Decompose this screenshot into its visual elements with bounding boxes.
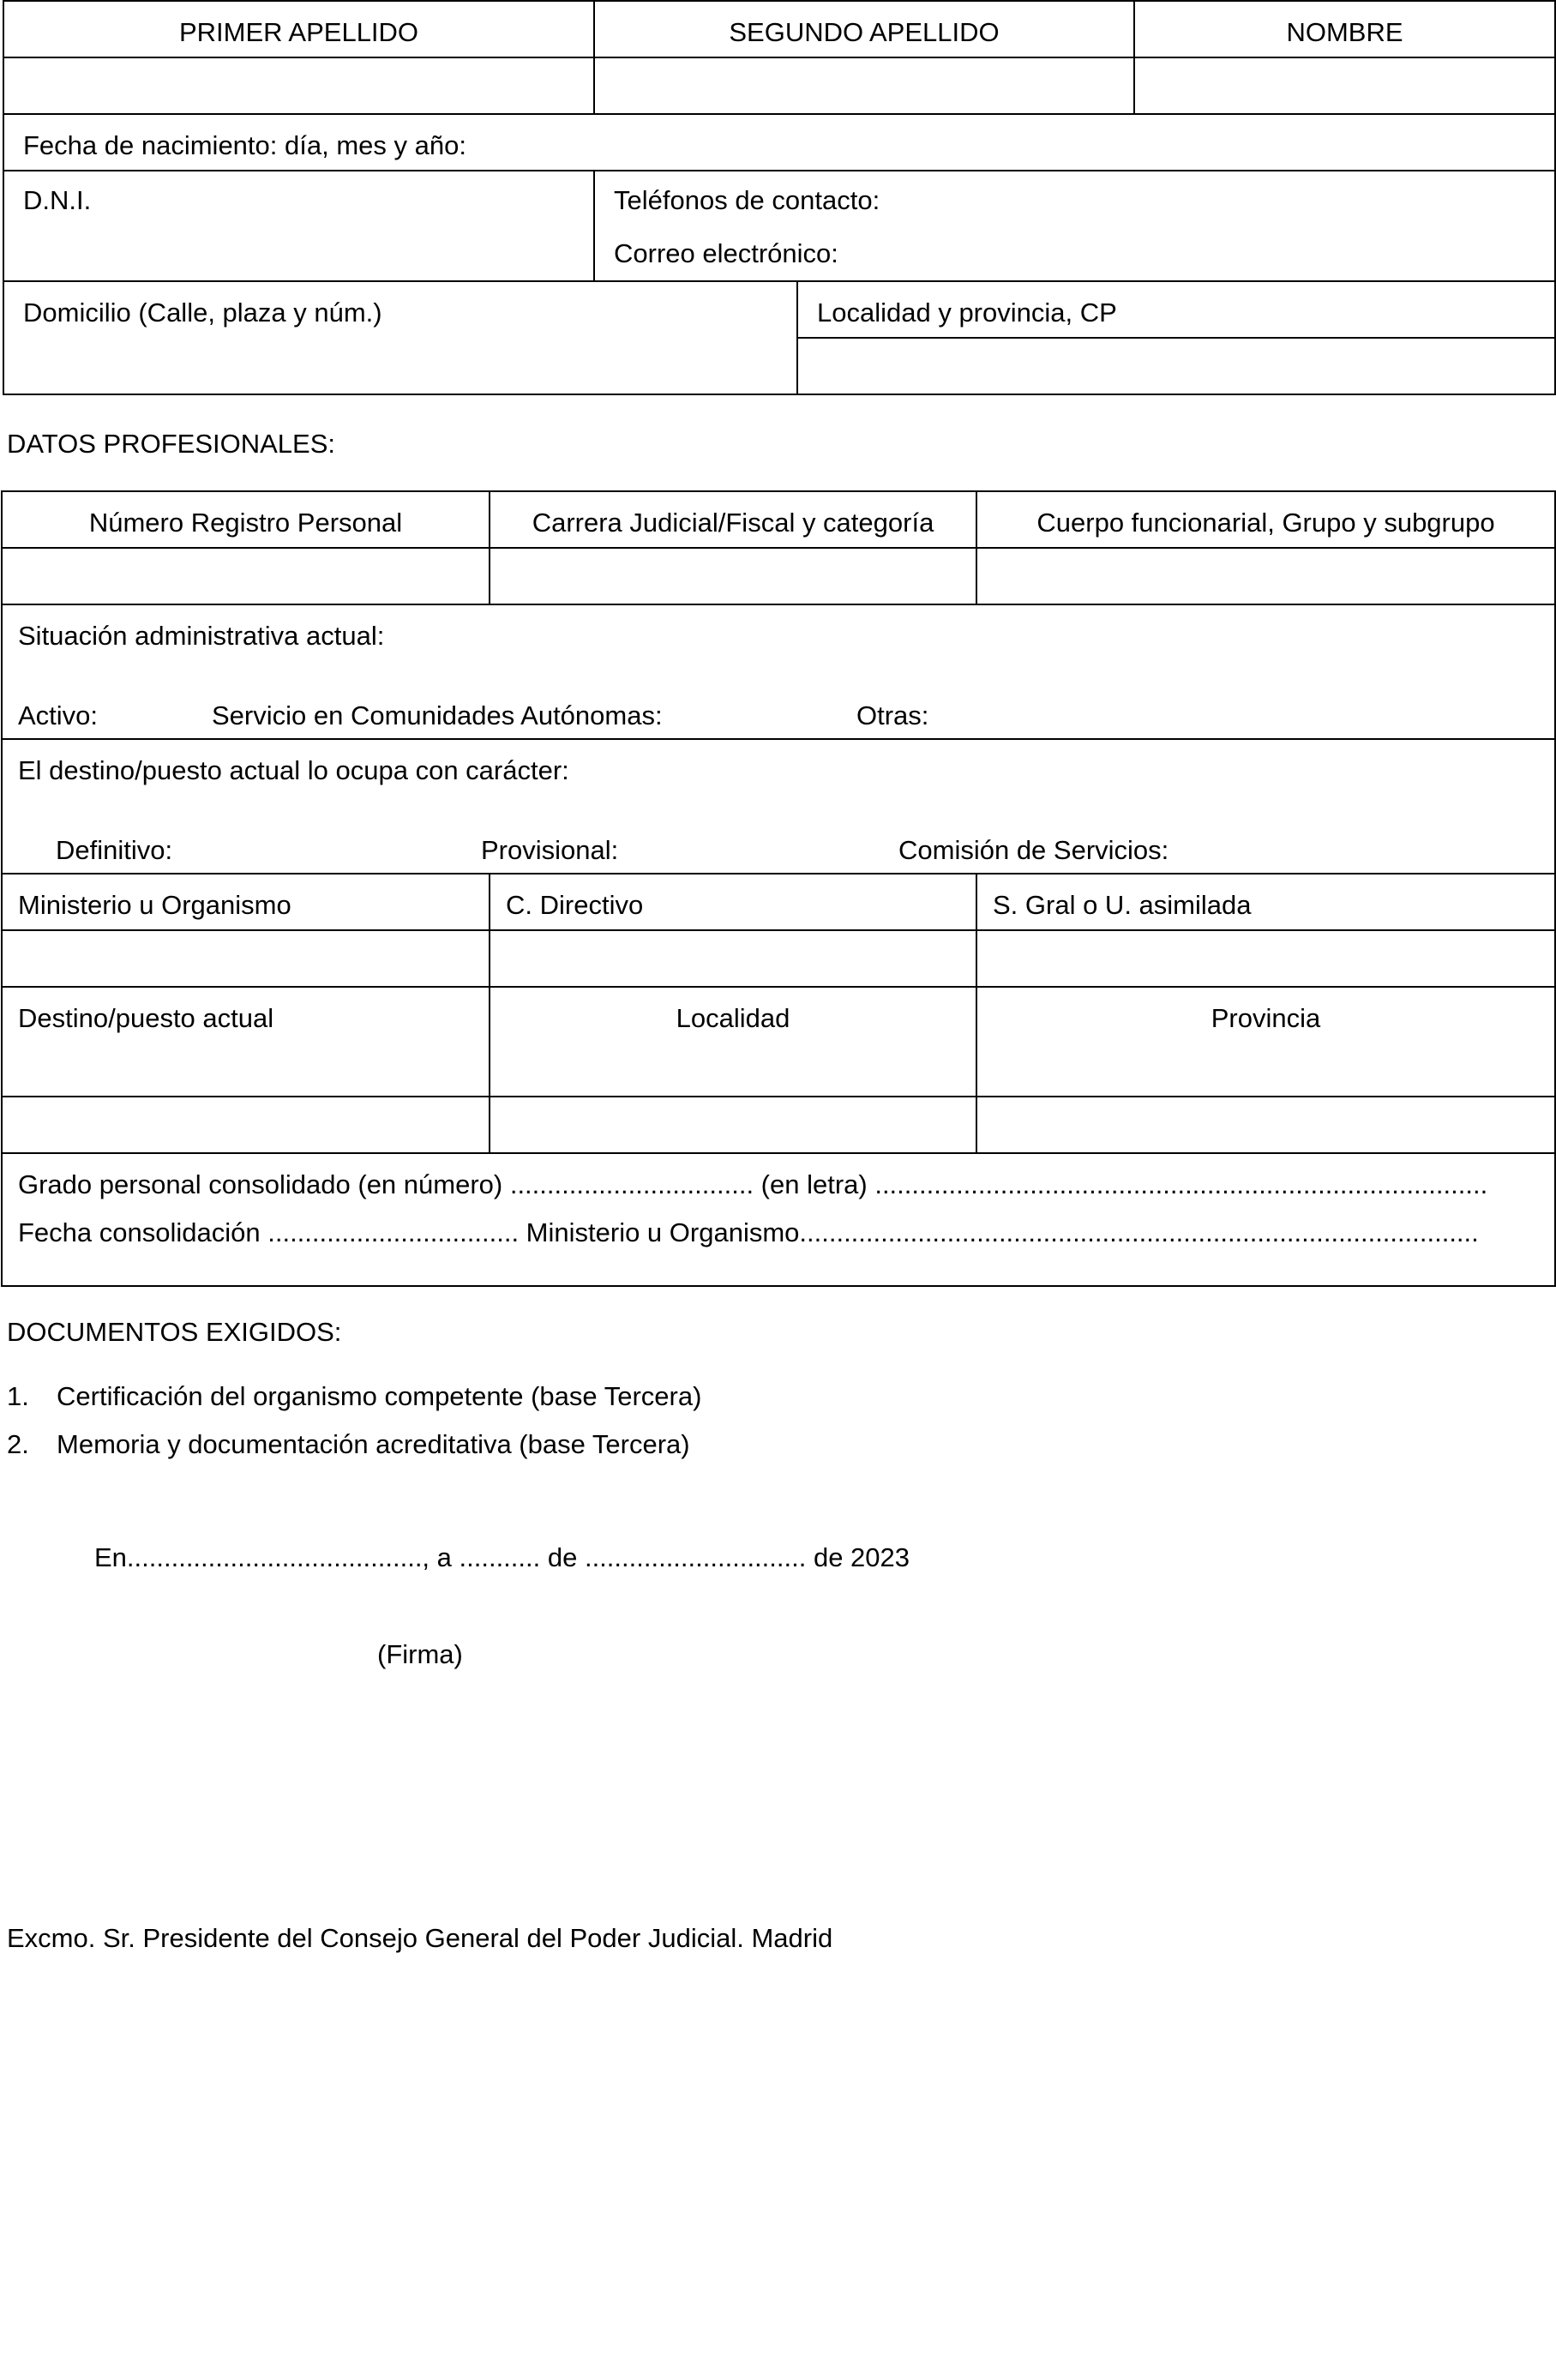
destinatario: Excmo. Sr. Presidente del Consejo General del Poder Judicial. Madrid: [7, 1923, 833, 1953]
cuerpo-field[interactable]: [976, 548, 1555, 604]
localidad-header: Localidad: [490, 987, 976, 1097]
carrera-header: Carrera Judicial/Fiscal y categoría: [490, 491, 976, 548]
s-gral-field[interactable]: [976, 930, 1555, 987]
nombre-header: NOMBRE: [1134, 1, 1555, 57]
datos-profesionales-heading: DATOS PROFESIONALES:: [7, 429, 336, 459]
situacion-administrativa-cell: [2, 604, 1555, 739]
provincia-header: Provincia: [976, 987, 1555, 1097]
destino-actual-header: Destino/puesto actual: [2, 987, 490, 1097]
carrera-field[interactable]: [490, 548, 976, 604]
c-directivo-header: C. Directivo: [490, 874, 976, 930]
professional-data-table: [1, 490, 1556, 1287]
primer-apellido-field[interactable]: [3, 57, 594, 114]
activo-option[interactable]: Activo:: [18, 700, 99, 730]
nrp-header: Número Registro Personal: [2, 491, 490, 548]
segundo-apellido-field[interactable]: [594, 57, 1134, 114]
correo-label: Correo electrónico:: [614, 238, 838, 268]
provisional-option[interactable]: Provisional:: [481, 835, 619, 865]
localidad-field[interactable]: [490, 1097, 976, 1153]
documento-item-1-number: 1.: [7, 1381, 29, 1411]
localidad-provincia-cp-header: Localidad y provincia, CP: [797, 281, 1555, 338]
s-gral-header: S. Gral o U. asimilada: [976, 874, 1555, 930]
c-directivo-field[interactable]: [490, 930, 976, 987]
ministerio-header: Ministerio u Organismo: [2, 874, 490, 930]
fecha-nacimiento-field[interactable]: Fecha de nacimiento: día, mes y año:: [3, 114, 1555, 171]
definitivo-option[interactable]: Definitivo:: [56, 835, 173, 865]
documento-item-2: Memoria y documentación acreditativa (base Tercera): [57, 1429, 690, 1459]
grado-line[interactable]: Grado personal consolidado (en número) ................................. (en letra) ...................................................................................: [18, 1169, 1488, 1199]
localidad-provincia-cp-field[interactable]: [797, 338, 1555, 394]
servicio-ccaa-option[interactable]: Servicio en Comunidades Autónomas:: [212, 700, 663, 730]
dni-field[interactable]: D.N.I.: [3, 171, 594, 281]
lugar-fecha-line[interactable]: En........................................, a ........... de .............................. de 2023: [94, 1542, 910, 1572]
documentos-heading: DOCUMENTOS EXIGIDOS:: [7, 1317, 342, 1347]
comision-option[interactable]: Comisión de Servicios:: [898, 835, 1169, 865]
personal-data-table: [3, 0, 1556, 395]
otras-option[interactable]: Otras:: [856, 700, 929, 730]
contacto-field[interactable]: [594, 171, 1555, 281]
nombre-field[interactable]: [1134, 57, 1555, 114]
firma-label: (Firma): [377, 1639, 463, 1669]
situacion-label: Situación administrativa actual:: [18, 621, 385, 651]
fecha-consolidacion-line[interactable]: Fecha consolidación .................................. Ministerio u Organismo............................................................................................: [18, 1217, 1479, 1247]
primer-apellido-header: PRIMER APELLIDO: [3, 1, 594, 57]
domicilio-field[interactable]: Domicilio (Calle, plaza y núm.): [3, 281, 797, 394]
provincia-field[interactable]: [976, 1097, 1555, 1153]
documento-item-2-number: 2.: [7, 1429, 29, 1459]
cuerpo-header: Cuerpo funcionarial, Grupo y subgrupo: [976, 491, 1555, 548]
telefonos-label: Teléfonos de contacto:: [614, 185, 880, 215]
ministerio-field[interactable]: [2, 930, 490, 987]
destino-caracter-label: El destino/puesto actual lo ocupa con carácter:: [18, 755, 569, 785]
documento-item-1: Certificación del organismo competente (base Tercera): [57, 1381, 702, 1411]
segundo-apellido-header: SEGUNDO APELLIDO: [594, 1, 1134, 57]
destino-caracter-cell: [2, 739, 1555, 874]
destino-actual-field[interactable]: [2, 1097, 490, 1153]
nrp-field[interactable]: [2, 548, 490, 604]
grado-consolidado-cell: [2, 1153, 1555, 1286]
